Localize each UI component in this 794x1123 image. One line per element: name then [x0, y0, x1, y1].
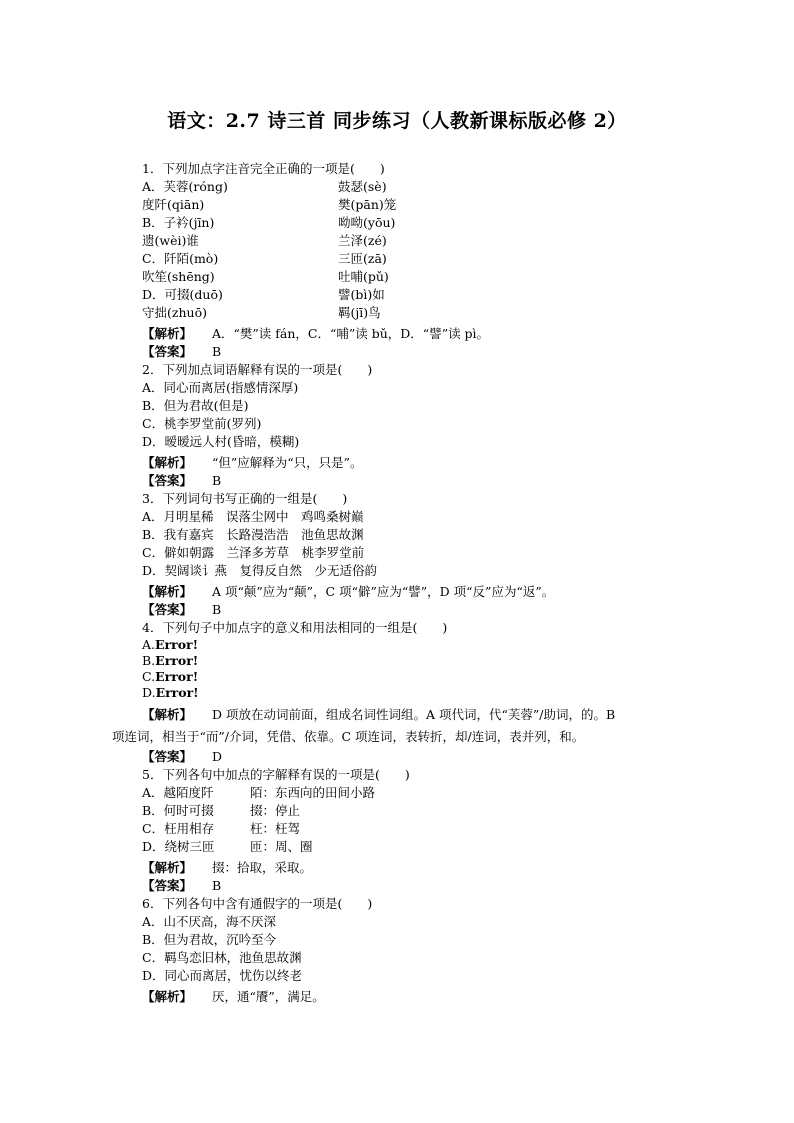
q6-stem: 6．下列各句中含有通假字的一项是( ): [142, 896, 373, 911]
q4-answer: 【答案】 D: [142, 749, 223, 764]
q5-stem: 5．下列各句中加点的字解释有误的一项是( ): [142, 767, 410, 782]
q2-option: C．桃李罗堂前(罗列): [142, 416, 262, 431]
q6-option: D．同心而离居，忧伤以终老: [142, 968, 303, 983]
q2-answer: 【答案】 B: [142, 473, 222, 488]
q4-option: A.Error!: [142, 637, 199, 652]
q1-row: D．可掇(duō) 譬(bì)如: [142, 287, 385, 302]
q2-stem: 2．下列加点词语解释有误的一项是( ): [142, 362, 373, 377]
q5-analysis: 【解析】 掇：拾取，采取。: [142, 860, 313, 875]
q2-option: B．但为君故(但是): [142, 398, 249, 413]
q5-answer: 【答案】 B: [142, 878, 222, 893]
q1-row: 守拙(zhuō) 羁(jī)鸟: [142, 305, 381, 320]
q4-analysis: 【解析】 D 项放在动词前面，组成名词性词组。A 项代词，代“芙蓉”/助词，的。B: [142, 707, 616, 722]
q5-option: A．越陌度阡 陌：东西向的田间小路: [142, 785, 376, 800]
q2-option: A．同心而离居(指感情深厚): [142, 380, 299, 395]
q3-option: C．僻如朝露 兰泽多芳草 桃李罗堂前: [142, 545, 365, 560]
q1-row: 度阡(qiān) 樊(pān)笼: [142, 197, 397, 212]
q4-stem: 4．下列句子中加点字的意义和用法相同的一组是( ): [142, 620, 448, 635]
q5-option: C．枉用相存 枉：枉驾: [142, 821, 301, 836]
q1-row: B．子衿(jīn) 呦呦(yōu): [142, 215, 396, 230]
q5-option: D．绕树三匝 匝：周、圈: [142, 839, 313, 854]
q5-option: B．何时可掇 掇：停止: [142, 803, 301, 818]
q1-row: 吹笙(shēng) 吐哺(pǔ): [142, 269, 389, 284]
q2-option: D．暧暧远人村(昏暗，模糊): [142, 434, 300, 449]
q6-option: A．山不厌高，海不厌深: [142, 914, 277, 929]
q1-analysis: 【解析】 A．“樊”读 fán，C．“哺”读 bǔ，D．“譬”读 pì。: [142, 326, 490, 341]
exercise-body: [112, 160, 687, 1006]
q3-option: B．我有嘉宾 长路漫浩浩 池鱼思故渊: [142, 527, 364, 542]
q1-row: C．阡陌(mò) 三匝(zā): [142, 251, 387, 266]
q4-analysis-cont: 项连词，相当于“而”/介词，凭借、依靠。C 项连词，表转折，却/连词，表并列，和。: [112, 729, 585, 744]
q4-option: B.Error!: [142, 653, 199, 668]
q6-option: C．羁鸟恋旧林，池鱼思故渊: [142, 950, 302, 965]
q1-answer: 【答案】 B: [142, 344, 222, 359]
q1-stem: 1．下列加点字注音完全正确的一项是( ): [142, 161, 385, 176]
q4-option: D.Error!: [142, 685, 199, 700]
q3-option: A．月明星稀 误落尘网中 鸡鸣桑树巅: [142, 509, 364, 524]
q1-row: 遗(wèi)谁 兰泽(zé): [142, 233, 387, 248]
page-title: 语文：2.7 诗三首 同步练习（人教新课标版必修 2）: [167, 110, 627, 132]
q3-stem: 3．下列词句书写正确的一组是( ): [142, 491, 348, 506]
q3-option: D．契阔谈讠燕 复得反自然 少无适俗韵: [142, 563, 378, 578]
q3-analysis: 【解析】 A 项“颠”应为“颠”，C 项“僻”应为“譬”，D 项“反”应为“返”。: [142, 584, 555, 599]
q2-analysis: 【解析】 “但”应解释为“只，只是”。: [142, 455, 363, 470]
q6-analysis: 【解析】 厌，通“餍”，满足。: [142, 989, 325, 1004]
q3-answer: 【答案】 B: [142, 602, 222, 617]
q1-row: A．芙蓉(róng) 鼓瑟(sè): [142, 179, 387, 194]
q4-option: C.Error!: [142, 669, 199, 684]
q6-option: B．但为君故，沉吟至今: [142, 932, 277, 947]
